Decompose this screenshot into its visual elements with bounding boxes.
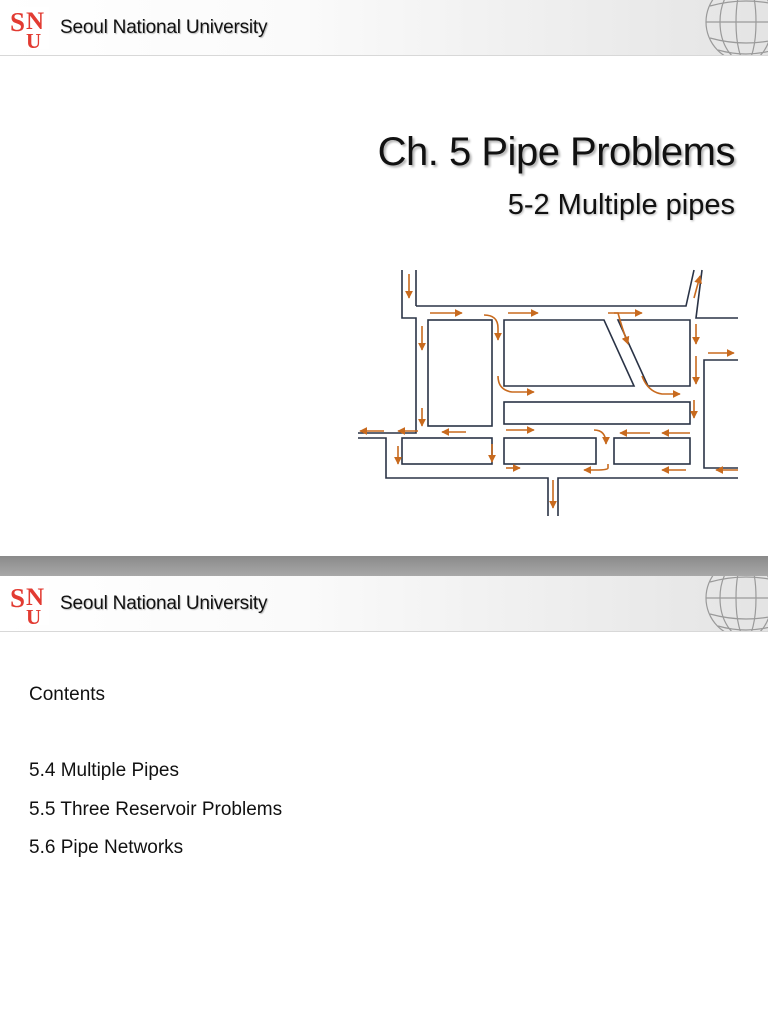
slide-contents [0, 576, 768, 1024]
slide-header [0, 0, 768, 56]
contents-item: 5.5 Three Reservoir Problems [29, 798, 283, 820]
svg-text:U: U [26, 29, 42, 49]
pipe-network-diagram [356, 268, 742, 518]
globe-icon [684, 0, 768, 55]
slide-divider [0, 556, 768, 576]
svg-text:S: S [10, 7, 26, 37]
globe-icon [684, 576, 768, 631]
slide-header [0, 576, 768, 632]
contents-item: 5.4 Multiple Pipes [29, 760, 179, 781]
svg-text:U: U [26, 605, 42, 625]
university-name: Seoul National University [60, 17, 268, 38]
snu-logo [9, 583, 49, 625]
university-name: Seoul National University [60, 593, 268, 614]
contents-list [29, 760, 282, 876]
contents-item: 5.6 Pipe Networks [29, 837, 184, 858]
snu-logo [9, 7, 49, 49]
svg-text:N: N [26, 8, 45, 35]
slide-subtitle-text: 5-2 Multiple pipes [507, 189, 735, 221]
svg-text:N: N [26, 584, 45, 611]
svg-text:S: S [10, 583, 26, 613]
contents-heading: Contents [29, 684, 106, 705]
slide-title-text: Ch. 5 Pipe Problems [377, 130, 735, 174]
pipe-walls [358, 270, 738, 516]
